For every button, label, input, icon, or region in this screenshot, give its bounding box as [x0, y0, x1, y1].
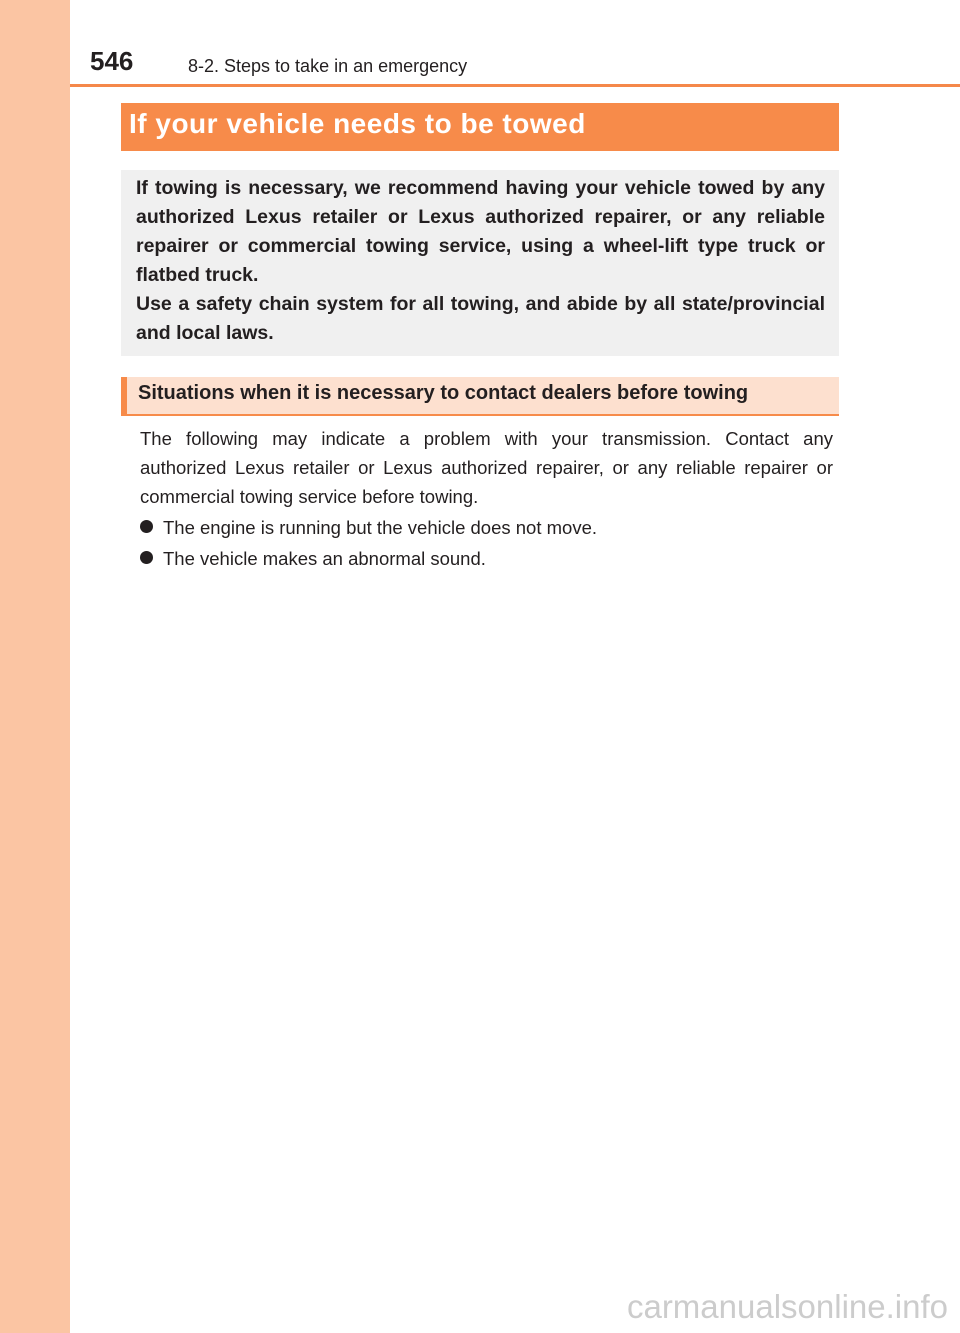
bullet-dot-icon	[140, 551, 153, 564]
bullet-item	[140, 513, 597, 542]
watermark[interactable]: carmanualsonline.info	[626, 1288, 948, 1325]
subheading-bar	[121, 377, 839, 414]
intro-box	[121, 170, 839, 356]
bullet-dot-icon	[140, 520, 153, 533]
page-number: 546	[90, 46, 134, 76]
intro-paragraph-2: Use a safety chain system for all towing, and abide by all state/provincial and local laws.	[136, 293, 825, 344]
intro-text	[136, 174, 825, 348]
title-bar	[121, 103, 839, 151]
bullet-text: The engine is running but the vehicle does not move.	[163, 517, 598, 538]
section-label: 8-2. Steps to take in an emergency	[188, 56, 468, 76]
left-margin-band	[0, 0, 70, 1333]
header-divider	[70, 84, 960, 87]
subheading-title: Situations when it is necessary to contact dealers before towing	[138, 382, 749, 404]
subheading-accent	[121, 377, 127, 414]
subheading-underline	[121, 414, 839, 416]
bullet-text: The vehicle makes an abnormal sound.	[163, 548, 486, 569]
bullet-item	[140, 544, 486, 573]
intro-paragraph-1: If towing is necessary, we recommend having your vehicle towed by any authorized Lexus retailer or Lexus authorized repairer, or any reliable repairer or commercial towing service, using a wheel-lift type truck or flatbed truck.	[136, 177, 825, 286]
page-title: If your vehicle needs to be towed	[129, 108, 586, 139]
body-paragraph: The following may indicate a problem with your transmission. Contact any authorized Lexus retailer or Lexus authorized repairer, or any reliable repairer or commercial towing service before towing.	[140, 428, 833, 507]
